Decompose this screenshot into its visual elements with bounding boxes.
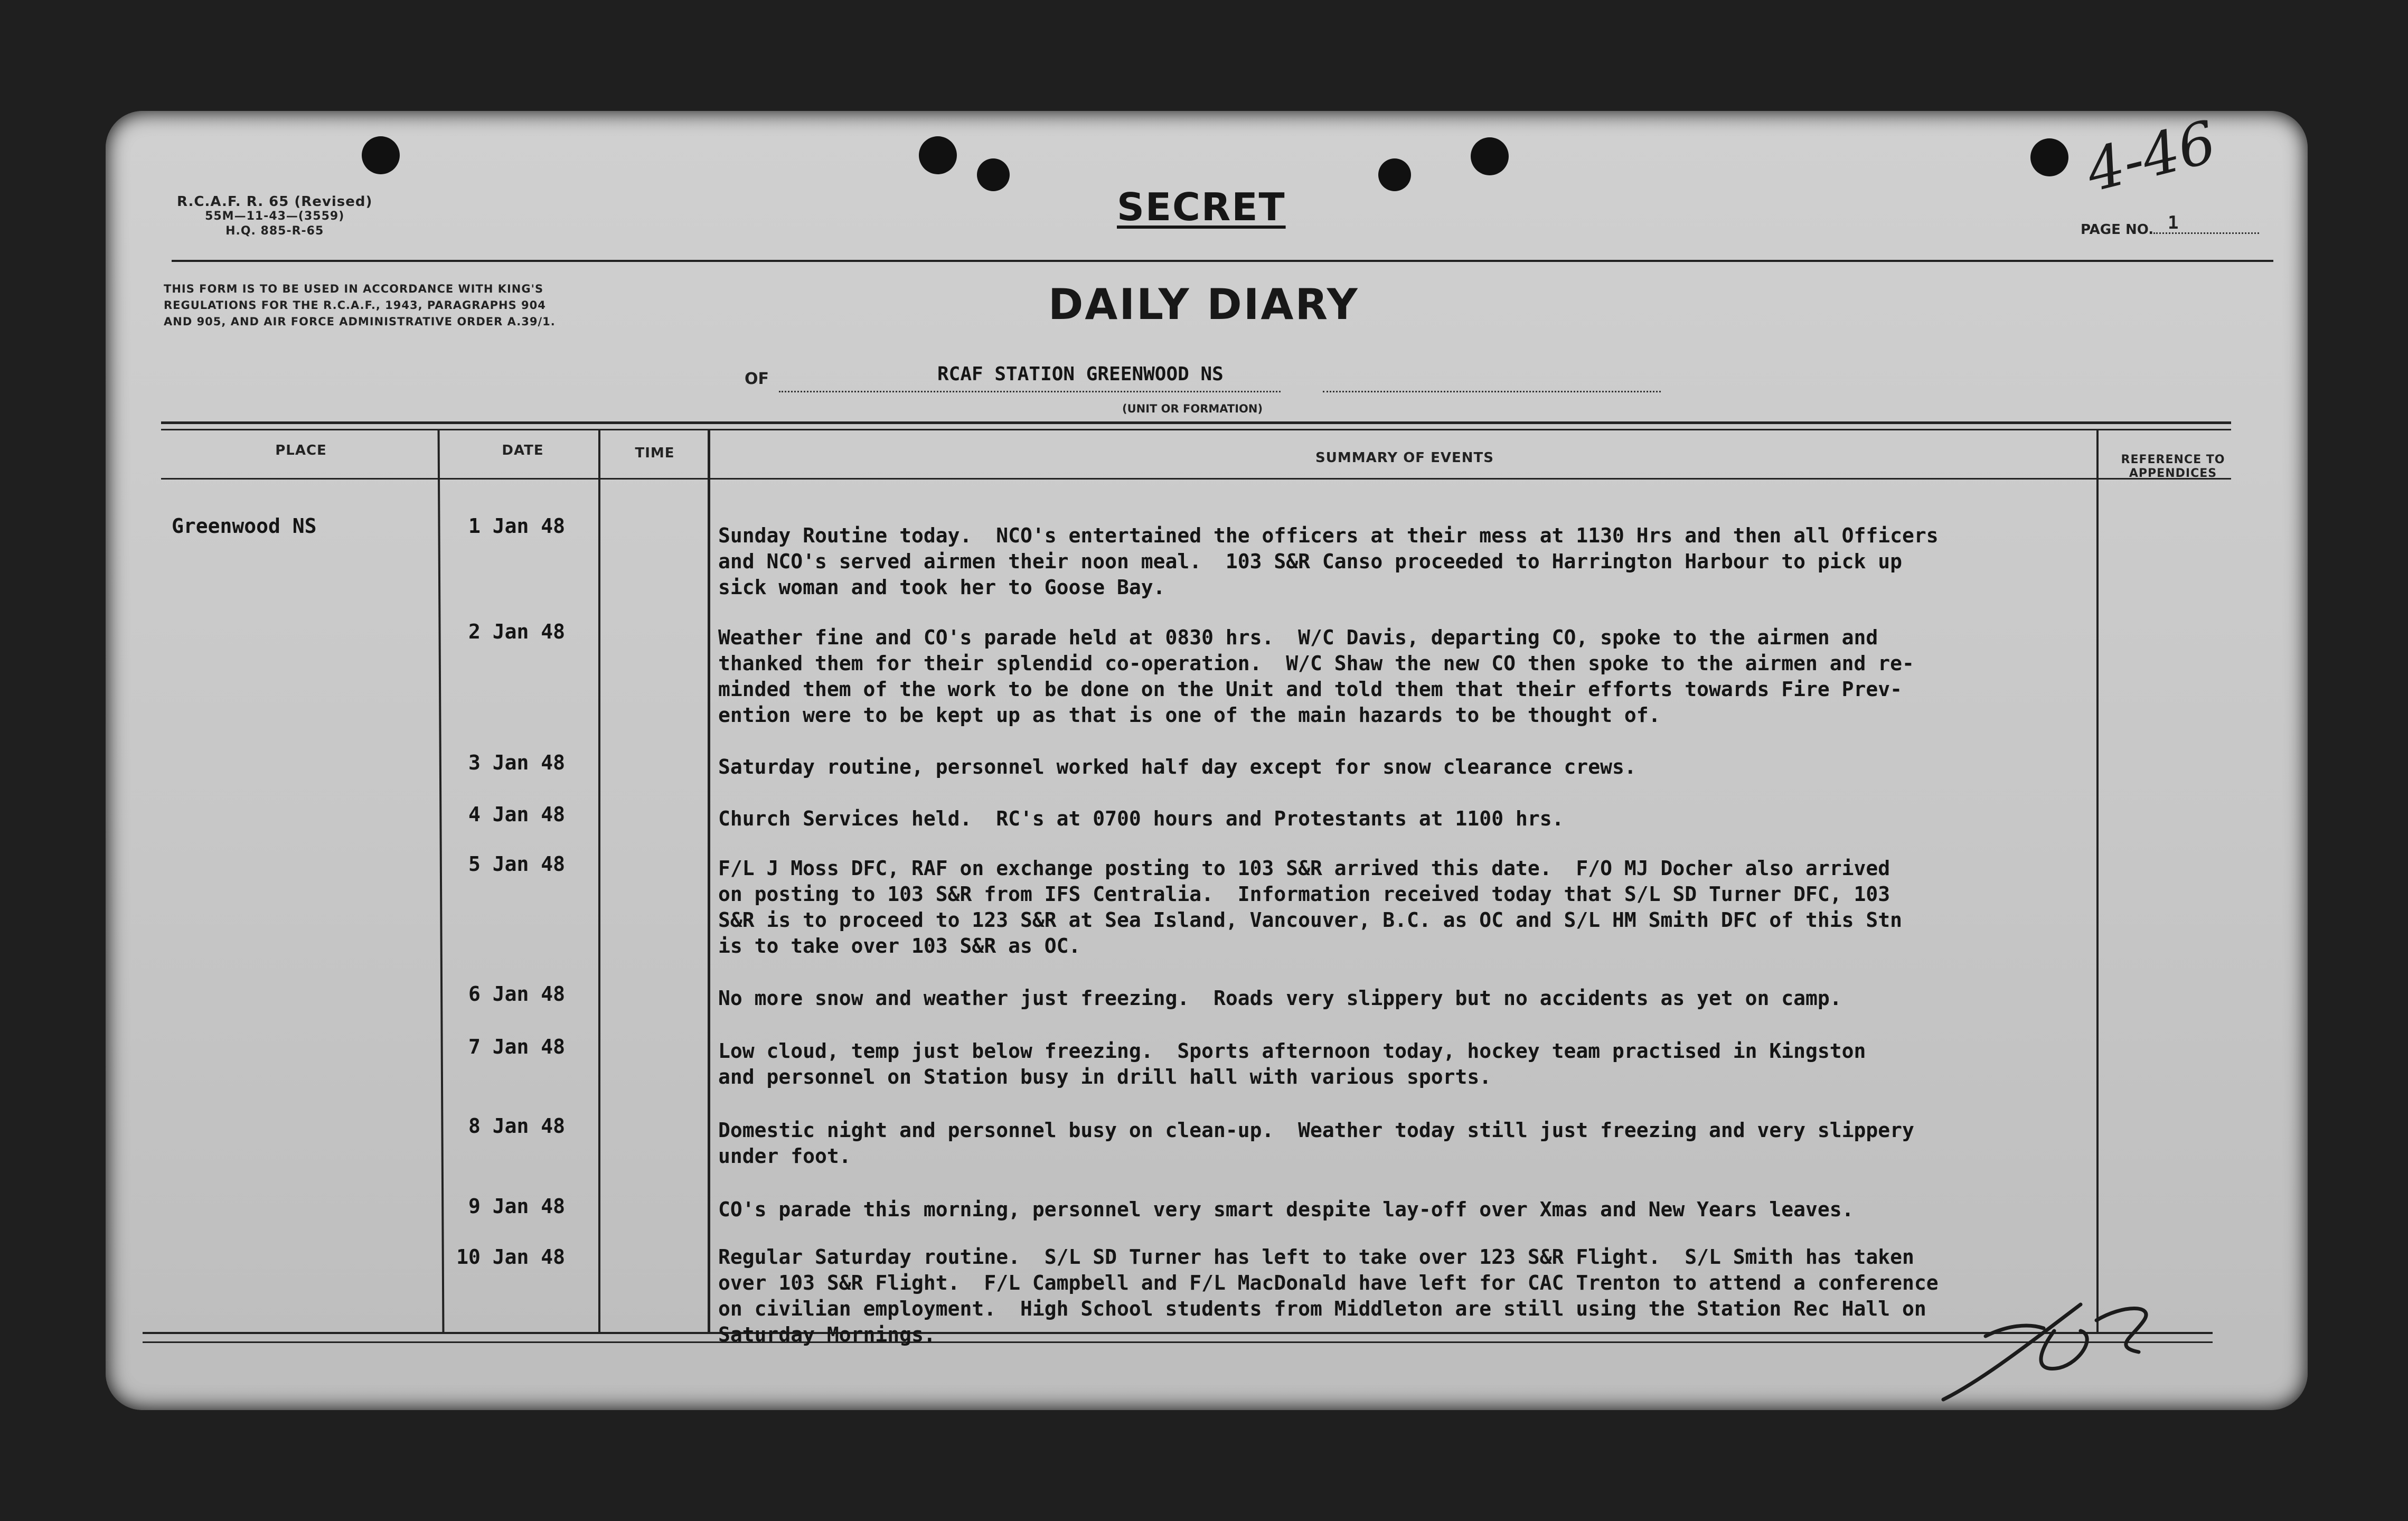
document-title: DAILY DIARY xyxy=(1048,280,1359,329)
page-label: PAGE NO. xyxy=(2081,222,2154,238)
punch-hole xyxy=(977,158,1010,191)
entry-date: 3 Jan 48 xyxy=(468,751,565,774)
entry-date: 4 Jan 48 xyxy=(468,803,565,826)
table-rule-top xyxy=(161,421,2231,424)
form-identifier xyxy=(177,194,372,239)
punch-hole xyxy=(1378,158,1411,191)
entry-summary: No more snow and weather just freezing. Roads very slippery but no accidents as yet on camp. xyxy=(718,987,1842,1010)
entry-summary: Low cloud, temp just below freezing. Sports afternoon today, hockey team practised in Kingston and personnel on Station busy in drill hall with various sports. xyxy=(718,1039,1866,1088)
column-header-place: PLACE xyxy=(275,443,327,458)
entry-date: 2 Jan 48 xyxy=(468,620,565,643)
header-rule-top xyxy=(172,260,2273,262)
column-header-time: TIME xyxy=(635,445,675,461)
entry-date: 10 Jan 48 xyxy=(456,1245,565,1269)
entry-date: 9 Jan 48 xyxy=(468,1195,565,1218)
column-divider xyxy=(708,429,710,1332)
page-number: 1 xyxy=(2168,212,2179,233)
entry-date: 5 Jan 48 xyxy=(468,852,565,876)
entry-summary: Weather fine and CO's parade held at 0830 hrs. W/C Davis, departing CO, spoke to the airmen and thanked them for their splendid co-operation. W/C Shaw the new CO then spoke to the airmen and re- minded them of the work to be done on the Unit and told them that their efforts towards Fire Prev- ention were to be kept up as that is one of the main hazards to be thought of. xyxy=(718,626,1914,727)
column-head-rule xyxy=(161,478,2231,480)
entry-summary: CO's parade this morning, personnel very smart despite lay-off over Xmas and New Years leaves. xyxy=(718,1198,1854,1221)
column-header-reference: REFERENCE TO APPENDICES xyxy=(2121,453,2225,480)
table-rule-top-2 xyxy=(161,429,2231,430)
unit-name: RCAF STATION GREENWOOD NS xyxy=(937,363,1224,385)
entry-summary: Church Services held. RC's at 0700 hours and Protestants at 1100 hrs. xyxy=(718,807,1564,830)
entry-date: 7 Jan 48 xyxy=(468,1035,565,1058)
entry-summary: F/L J Moss DFC, RAF on exchange posting to 103 S&R arrived this date. F/O MJ Docher also arrived on posting to 103 S&R from IFS Centralia. Information received today that S/L SD Turner DFC, 103 S&R is to proceed to 123 S&R at Sea Island, Vancouver, B.C. as OC and S/L HM Smith DFC of this Stn is to take over 103 S&R as OC. xyxy=(718,857,1903,957)
punch-hole xyxy=(1471,137,1509,175)
punch-hole xyxy=(919,136,957,174)
authority-note: THIS FORM IS TO BE USED IN ACCORDANCE WITH KING'S REGULATIONS FOR THE R.C.A.F., 1943, PARAGRAPHS 904 AND 905, AND AIR FORCE ADMINISTRATIVE ORDER A.39/1. xyxy=(164,283,556,328)
entry-place: Greenwood NS xyxy=(172,514,317,538)
of-label: OF xyxy=(745,370,769,388)
column-divider xyxy=(2096,429,2099,1332)
entry-summary: Domestic night and personnel busy on clean-up. Weather today still just freezing and very slippery under foot. xyxy=(718,1119,1914,1168)
form-code-1: 55M—11-43—(3559) xyxy=(205,210,345,223)
handwritten-initials xyxy=(1922,1273,2170,1405)
column-header-summary: SUMMARY OF EVENTS xyxy=(1315,450,1494,466)
entry-summary: Regular Saturday routine. S/L SD Turner has left to take over 123 S&R Flight. S/L Smith has taken over 103 S&R Flight. F/L Campbell and F/L MacDonald have left for CAC Trenton to attend a conference on civilian employment. High School students from Middleton are still using the Station Rec Hall on Saturday Mornings. xyxy=(718,1245,1939,1346)
column-header-date: DATE xyxy=(502,443,544,458)
unit-caption: (UNIT OR FORMATION) xyxy=(1122,402,1263,415)
entry-summary: Saturday routine, personnel worked half day except for snow clearance crews. xyxy=(718,755,1636,778)
form-number: R.C.A.F. R. 65 (Revised) xyxy=(177,194,373,210)
unit-line-extension xyxy=(1323,391,1661,392)
handwritten-reference: 4-46 xyxy=(2080,108,2223,205)
entry-summary: Sunday Routine today. NCO's entertained the officers at their mess at 1130 Hrs and then all Officers and NCO's served airmen their noon meal. 103 S&R Canso proceeded to Harrington Harbour to pick up sick woman and took her to Goose Bay. xyxy=(718,524,1939,599)
entry-date: 6 Jan 48 xyxy=(468,982,565,1006)
form-code-2: H.Q. 885-R-65 xyxy=(225,224,324,238)
entry-date: 8 Jan 48 xyxy=(468,1114,565,1138)
classification-stamp: SECRET xyxy=(1117,185,1286,229)
unit-line xyxy=(779,391,1281,392)
punch-hole xyxy=(362,136,400,174)
punch-hole xyxy=(2030,138,2068,176)
column-divider xyxy=(598,429,600,1332)
entry-date: 1 Jan 48 xyxy=(468,514,565,538)
